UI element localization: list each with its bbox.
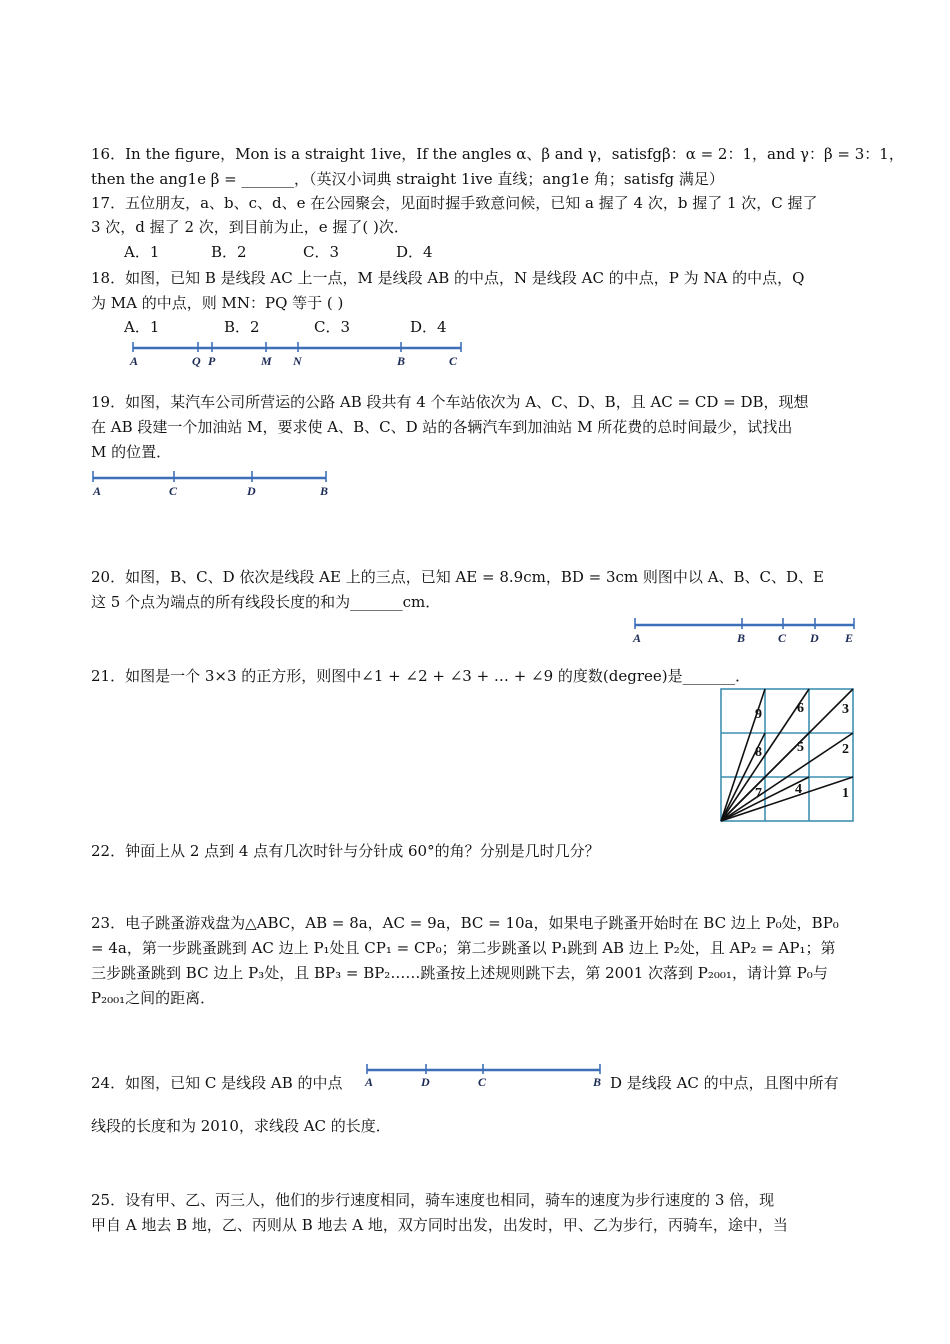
q19-line-3: M 的位置． bbox=[91, 443, 172, 461]
q21-grid-figure bbox=[716, 684, 858, 826]
q18-label-b: B bbox=[397, 354, 406, 368]
q20-label-c: C bbox=[778, 631, 787, 645]
q16-line-2: then the ang1e β = _______，（英汉小词典 straight 1ive 直线；ang1e 角；satisfg 满足） bbox=[91, 170, 724, 188]
q24-line-1a: 24．如图，已知 C 是线段 AB 的中点 bbox=[91, 1074, 343, 1092]
q16-line-1: 16．In the figure，Mon is a straight 1ive，If the angles α、β and γ，satisfgβ：α = 2：1，and γ：β = 3：1， bbox=[91, 145, 904, 163]
q24-label-c: C bbox=[478, 1075, 487, 1089]
q20-label-b: B bbox=[737, 631, 746, 645]
q17-option-b: B．2 bbox=[211, 243, 247, 261]
q25-line-1: 25．设有甲、乙、丙三人，他们的步行速度相同，骑车速度也相同，骑车的速度为步行速度的 3 倍，现 bbox=[91, 1191, 775, 1209]
q21-angle-label-1: 1 bbox=[842, 786, 849, 801]
q21-angle-label-7: 7 bbox=[755, 786, 762, 801]
q18-label-c: C bbox=[449, 354, 458, 368]
q18-option-a: A．1 bbox=[124, 318, 160, 336]
q18-option-b: B．2 bbox=[224, 318, 260, 336]
q17-line-1: 17．五位朋友，a、b、c、d、e 在公园聚会，见面时握手致意问候，已知 a 握了 4 次，b 握了 1 次，C 握了 bbox=[91, 194, 818, 212]
q17-option-a: A．1 bbox=[124, 243, 160, 261]
q21-angle-label-6: 6 bbox=[797, 701, 804, 716]
q21-angle-label-3: 3 bbox=[842, 702, 849, 717]
q24-line-1b: D 是线段 AC 的中点，且图中所有 bbox=[610, 1074, 839, 1092]
q21-angle-label-8: 8 bbox=[755, 745, 762, 760]
q20-label-a: A bbox=[633, 631, 642, 645]
q20-line-2: 这 5 个点为端点的所有线段长度的和为_______cm． bbox=[91, 593, 441, 611]
q23-line-1: 23．电子跳蚤游戏盘为△ABC，AB = 8a，AC = 9a，BC = 10a，如果电子跳蚤开始时在 BC 边上 P₀处，BP₀ bbox=[91, 914, 839, 932]
q20-label-e: E bbox=[845, 631, 854, 645]
q19-line-1: 19．如图，某汽车公司所营运的公路 AB 段共有 4 个车站依次为 A、C、D、B，且 AC = CD = DB，现想 bbox=[91, 393, 809, 411]
q18-label-q: Q bbox=[192, 354, 201, 368]
q18-label-m: M bbox=[261, 354, 272, 368]
q19-segment-figure bbox=[88, 468, 338, 500]
q21-angle-label-9: 9 bbox=[755, 707, 762, 722]
q18-line-2: 为 MA 的中点，则 MN：PQ 等于 ( ) bbox=[91, 294, 344, 312]
q18-line-1: 18．如图，已知 B 是线段 AC 上一点，M 是线段 AB 的中点，N 是线段 AC 的中点，P 为 NA 的中点，Q bbox=[91, 269, 805, 287]
q23-line-2: = 4a，第一步跳蚤跳到 AC 边上 P₁处且 CP₁ = CP₀；第二步跳蚤以 P₁跳到 AB 边上 P₂处，且 AP₂ = AP₁；第 bbox=[91, 939, 836, 957]
q19-line-2: 在 AB 段建一个加油站 M，要求使 A、B、C、D 站的各辆汽车到加油站 M 所花费的总时间最少，试找出 bbox=[91, 418, 793, 436]
q18-label-n: N bbox=[293, 354, 302, 368]
q24-segment-figure bbox=[362, 1062, 614, 1092]
q20-segment-figure bbox=[628, 615, 863, 647]
q21-angle-label-5: 5 bbox=[797, 740, 804, 755]
q20-line-1: 20．如图，B、C、D 依次是线段 AE 上的三点，已知 AE = 8.9cm，BD = 3cm 则图中以 A、B、C、D、E bbox=[91, 568, 825, 586]
q24-label-d: D bbox=[421, 1075, 430, 1089]
q18-segment-figure bbox=[125, 338, 470, 370]
q23-line-4: P₂₀₀₁之间的距离． bbox=[91, 989, 216, 1007]
q24-line-2: 线段的长度和为 2010，求线段 AC 的长度． bbox=[91, 1117, 391, 1135]
q19-label-d: D bbox=[247, 484, 256, 498]
q21-angle-label-4: 4 bbox=[795, 782, 802, 797]
q24-label-b: B bbox=[593, 1075, 602, 1089]
q21-line-1: 21．如图是一个 3×3 的正方形，则图中∠1 + ∠2 + ∠3 + … + ∠9 的度数(degree)是_______． bbox=[91, 667, 751, 685]
q18-options bbox=[124, 316, 447, 338]
q17-option-d: D．4 bbox=[396, 243, 433, 261]
q18-label-a: A bbox=[130, 354, 139, 368]
q22-line-1: 22．钟面上从 2 点到 4 点有几次时针与分针成 60°的角？分别是几时几分？ bbox=[91, 842, 600, 860]
q25-line-2: 甲自 A 地去 B 地，乙、丙则从 B 地去 A 地，双方同时出发，出发时，甲、乙为步行，丙骑车，途中，当 bbox=[91, 1216, 788, 1234]
q18-label-p: P bbox=[208, 354, 216, 368]
q19-label-b: B bbox=[320, 484, 329, 498]
q17-options bbox=[124, 241, 433, 263]
q21-angle-label-2: 2 bbox=[842, 742, 849, 757]
q24-label-a: A bbox=[365, 1075, 374, 1089]
q23-line-3: 三步跳蚤跳到 BC 边上 P₃处，且 BP₃ = BP₂……跳蚤按上述规则跳下去，第 2001 次落到 P₂₀₀₁，请计算 P₀与 bbox=[91, 964, 828, 982]
q21-ray-to-1 bbox=[721, 777, 853, 821]
q19-label-c: C bbox=[169, 484, 178, 498]
q20-label-d: D bbox=[810, 631, 819, 645]
q17-option-c: C．3 bbox=[303, 243, 340, 261]
q18-option-c: C．3 bbox=[314, 318, 351, 336]
q18-option-d: D．4 bbox=[410, 318, 447, 336]
q19-label-a: A bbox=[93, 484, 102, 498]
q17-line-2: 3 次，d 握了 2 次，到目前为止，e 握了( )次． bbox=[91, 218, 409, 236]
